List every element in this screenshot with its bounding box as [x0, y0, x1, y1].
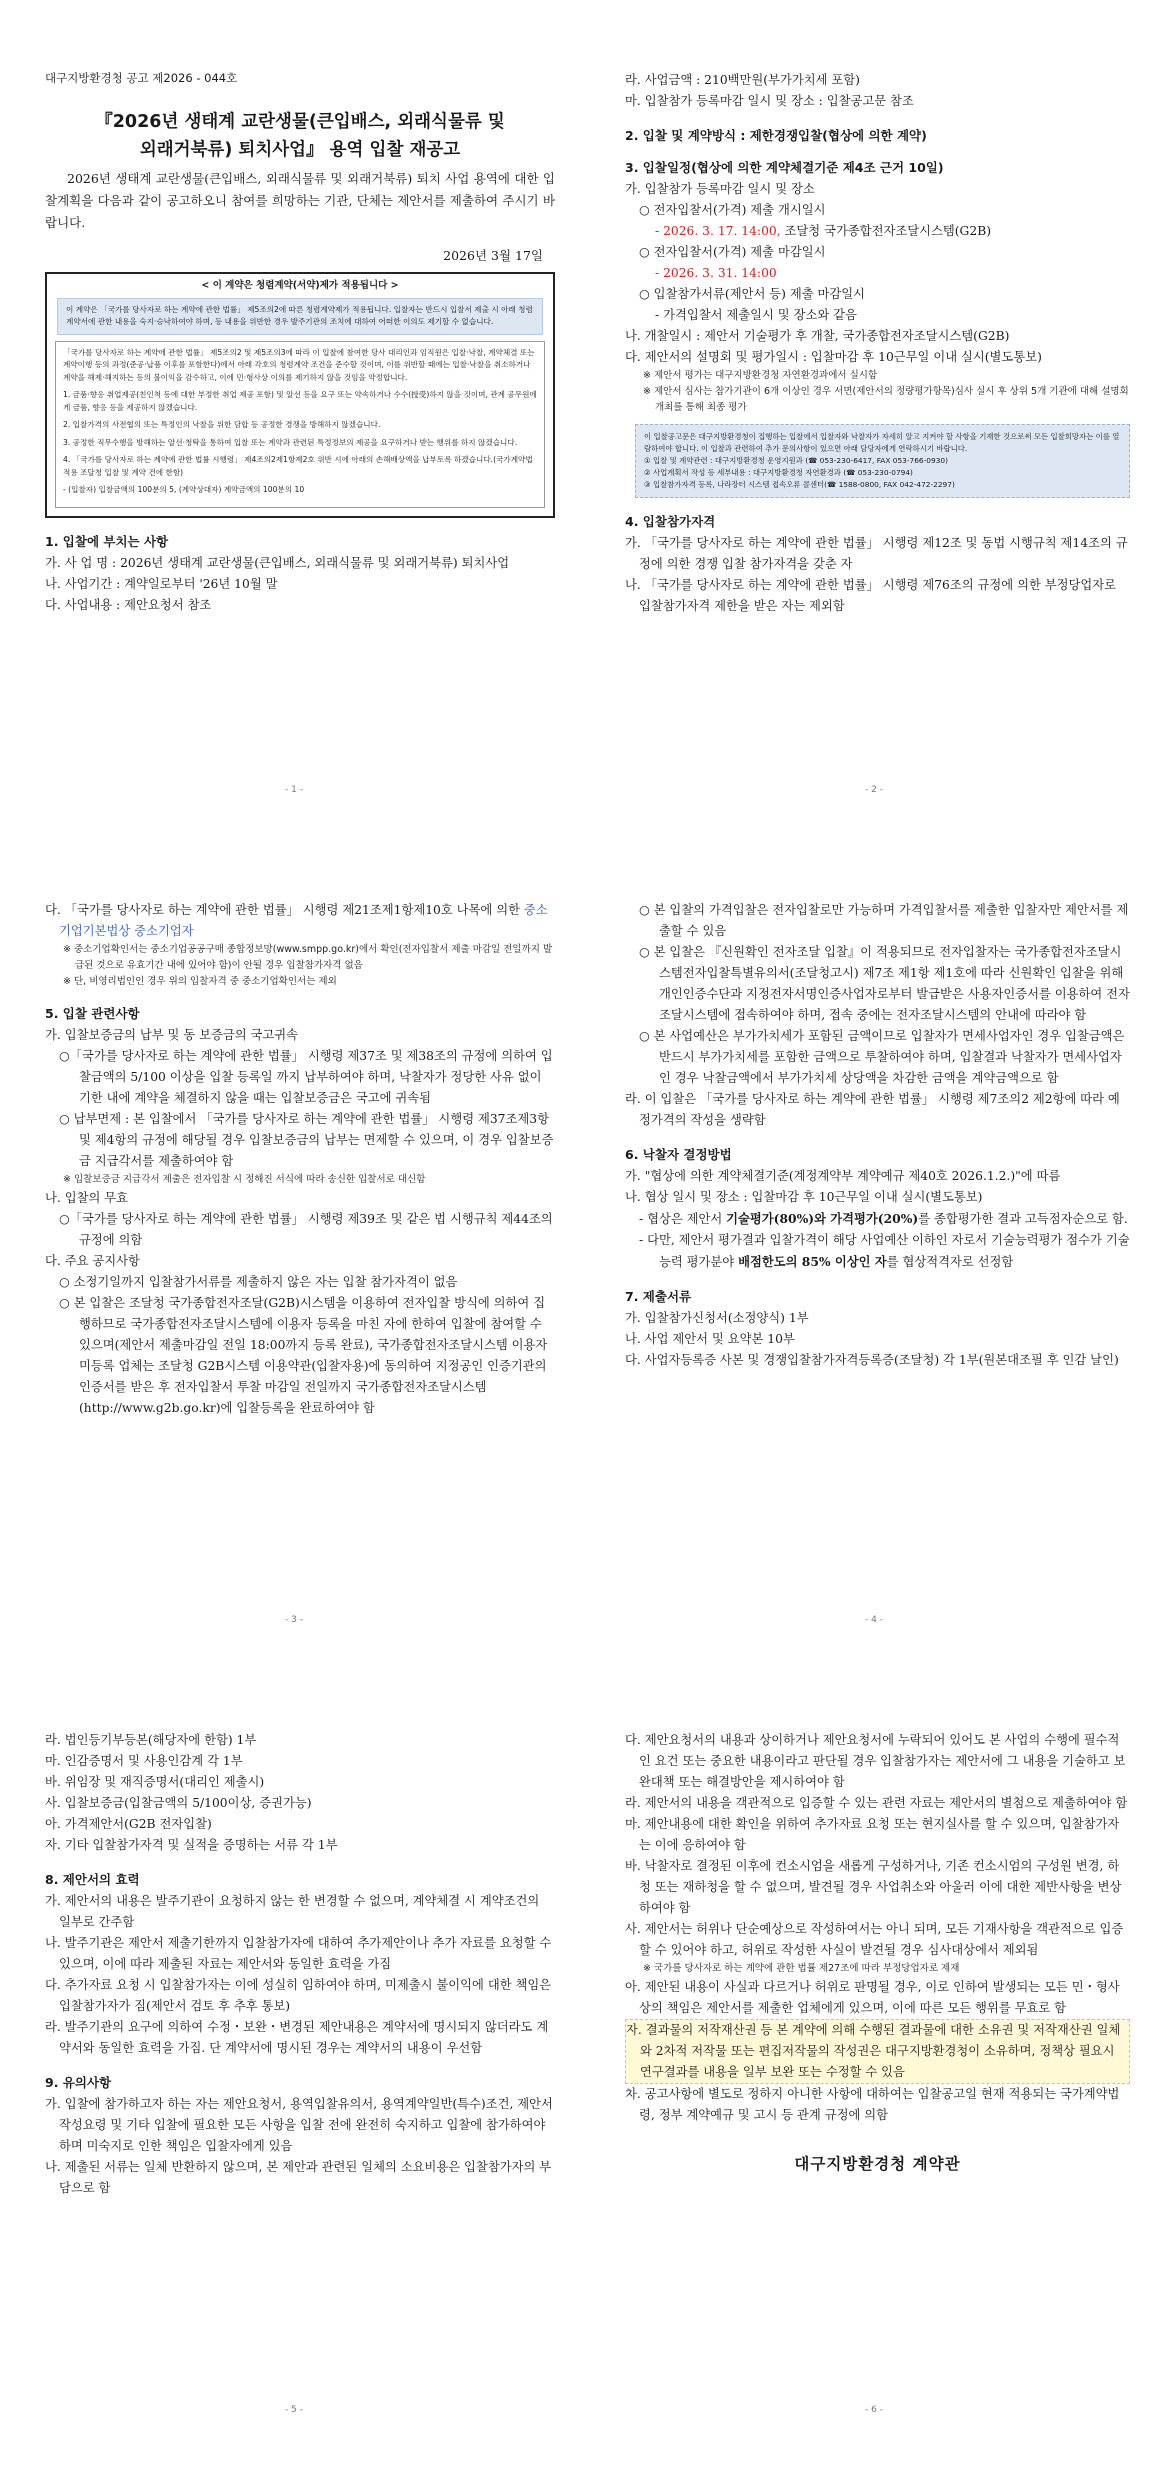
document-page-3 — [45, 900, 555, 1630]
document-page-2 — [625, 70, 1130, 800]
page-number: - 3 - — [285, 1615, 303, 1625]
page-number: - 1 - — [285, 785, 303, 795]
list-item: 라. 이 입찰은 「국가를 당사자로 하는 계약에 관한 법률」 시행령 제7조의2 제2항에 따라 예정가격의 작성을 생략함 — [625, 1092, 1120, 1127]
list-item: 다. 추가자료 요청 시 입찰참가자는 이에 성실히 임하여야 하며, 미제출시 불이익에 대한 책임은 입찰참가자가 짐(제안서 검토 후 추후 통보) — [45, 1978, 552, 2013]
list-item: 다. 제안요청서의 내용과 상이하거나 제안요청서에 누락되어 있어도 본 사업의 수행에 필수적인 요건 또는 중요한 내용이라고 판단될 경우 입찰참가자는 제안서에 그 내용을 기술하고 보완대책 또는 해결방안을 제시하여야 함 — [625, 1733, 1126, 1789]
note: ※ 국가를 당사자로 하는 계약에 관한 법률 제27조에 따라 부정당업자로 제재 — [643, 1963, 960, 1974]
bold-text: 기술평가(80%)와 가격평가(20%) — [726, 1211, 919, 1226]
list-item: 마. 제안내용에 대한 확인을 위하여 추가자료 요청 또는 현지실사를 할 수 있으며, 입찰참가자는 이에 응하여야 함 — [625, 1817, 1120, 1852]
list-item: 사. 입찰보증금(입찰금액의 5/100이상, 증권가능) — [45, 1796, 312, 1810]
integrity-clause-intro: 「국가를 당사자로 하는 계약에 관한 법률」 제5조의2 및 제5조의3에 따라 이 입찰에 참여한 당사 대리인과 임직원은 입찰·낙찰, 계약체결 또는 계약이행 등의 과정(준공·납품 이후를 포함한다)에서 아래 각호의 청렴계약 조건을 준수할 것이며, 이를 위반할 때에는 입찰·낙찰을 취소하거나 계약을 해제·해지하는 등의 불이익을 감수하고, 이에 민·형사상 이의를 제기하지 않을 것임을 약정합니다. — [63, 347, 535, 382]
list-item-text: 를 종합평가한 결과 고득점자순으로 함. — [918, 1212, 1128, 1226]
list-item: 라. 발주기관의 요구에 의하여 수정・보완・변경된 제안내용은 계약서에 명시되지 않더라도 계약서와 동일한 효력을 가짐. 단 계약서에 명시된 경우는 계약서의 내용이 우선함 — [45, 2020, 549, 2055]
document-page-1 — [45, 70, 555, 800]
integrity-box-title: < 이 계약은 청렴계약(서약)제가 적용됩니다 > — [201, 280, 399, 291]
bold-text: 배점한도의 85% 이상인 자 — [738, 1254, 887, 1269]
contact-info-3: ③ 입찰참가자격 등록, 나라장터 시스템 접속오류 콜센터(☎ 1588-0800, FAX 042-472-2297) — [644, 480, 955, 489]
list-item-text: 다. 「국가를 당사자로 하는 계약에 관한 법률」 시행령 제21조제1항제10호 나목에 의한 — [45, 903, 524, 917]
red-date-text: - 2026. 3. 17. 14:00, — [655, 224, 781, 238]
section-heading-8: 8. 제안서의 효력 — [45, 1872, 140, 1887]
page-number: - 6 - — [865, 2405, 883, 2415]
contact-info-2: ② 사업계획서 작성 등 세부내용 : 대구지방환경청 자연환경과 (☎ 053-230-0794) — [644, 468, 913, 477]
notice-number: 대구지방환경청 공고 제2026 - 044호 — [45, 71, 238, 85]
list-item: 라. 법인등기부등본(해당자에 한함) 1부 — [45, 1733, 257, 1747]
list-item: 마. 입찰참가 등록마감 일시 및 장소 : 입찰공고문 참조 — [625, 94, 914, 108]
list-item: 가. 「국가를 당사자로 하는 계약에 관한 법률」 시행령 제12조 및 동법 시행규칙 제14조의 규정에 의한 경쟁 입찰 참가자격을 갖춘 자 — [625, 536, 1128, 571]
list-item: 자. 기타 입찰참가자격 및 실적을 증명하는 서류 각 1부 — [45, 1838, 338, 1852]
red-date-text: - 2026. 3. 31. 14:00 — [655, 266, 777, 280]
document-page-4 — [625, 900, 1130, 1630]
integrity-clause-2: 2. 입찰가격의 사전협의 또는 특정인의 낙찰을 위한 담합 등 공정한 경쟁을 방해하지 않겠습니다. — [63, 420, 381, 429]
list-item: ○「국가를 당사자로 하는 계약에 관한 법률」 시행령 제37조 및 제38조의 규정에 의하여 입찰금액의 5/100 이상을 입찰 등록일 까지 납부하여야 하며, 낙찰자가 정당한 사유 없이 기한 내에 계약을 체결하지 않을 때는 입찰보증금은 국고에 귀속됨 — [59, 1049, 553, 1105]
list-item: 나. 사업 제안서 및 요약본 10부 — [625, 1332, 795, 1346]
list-item — [625, 1208, 1130, 1230]
integrity-clause-penalty: - (입찰자) 입찰금액의 100분의 5, (계약상대자) 계약금액의 100분의 10 — [63, 485, 305, 494]
list-item: ○ 본 입찰의 가격입찰은 전자입찰로만 가능하며 가격입찰서를 제출한 입찰자만 제안서를 제출할 수 있음 — [639, 903, 1129, 938]
list-item: ○ 전자입찰서(가격) 제출 개시일시 — [639, 203, 826, 217]
document-title — [45, 108, 555, 164]
list-item-text: - 다만, 제안서 평가결과 입찰가격이 해당 사업예산 이하인 자로서 기술능력평가 점수가 기술능력 평가분야 — [639, 1233, 1130, 1269]
page-number: - 4 - — [865, 1615, 883, 1625]
contact-info-intro: 이 입찰공고문은 대구지방환경청이 집행하는 입찰에서 입찰자와 낙찰자가 자세히 알고 지켜야 할 사항을 기재한 것으로써 모든 입찰희망자는 이를 열람하여야 합니다. 이 입찰과 관련하여 추가 문의사항이 있으면 아래 담당자에게 연락하시기 바랍니다. — [644, 432, 1120, 453]
blue-highlight-text: 중소기업기본법상 중소기업자 — [59, 903, 548, 938]
document-page-5 — [45, 1730, 555, 2420]
list-item: ○ 본 입찰은 『신원확인 전자조달 입찰』이 적용되므로 전자입찰자는 국가종합전자조달시스템전자입찰특별유의서(조달청고시) 제7조 제1항 제1호에 따라 신원확인 입찰을 위해 개인인증수단과 지정전자서명인증사업자로부터 발급받은 사용자인증서를 이용하여 전자조달시스템에 접속하여야 하며, 접속 중에는 전자조달시스템의 안내에 따라야 함 — [639, 945, 1130, 1022]
list-item: 바. 낙찰자로 결정된 이후에 컨소시엄을 새롭게 구성하거나, 기존 컨소시엄의 구성원 변경, 하청 또는 재하청을 할 수 없으며, 발견될 경우 사업취소와 아울러 이에 대한 제반사항을 변상하여야 함 — [625, 1859, 1122, 1915]
list-item: - 가격입찰서 제출일시 및 장소와 같음 — [655, 308, 857, 322]
list-item: 차. 공고사항에 별도로 정하지 아니한 사항에 대하여는 입찰공고일 현재 적용되는 국가계약법령, 정부 계약예규 및 고시 등 관계 규정에 의함 — [625, 2087, 1120, 2122]
page-number: - 5 - — [285, 2405, 303, 2415]
list-item: 나. 협상 일시 및 장소 : 입찰마감 후 10근무일 이내 실시(별도통보) — [625, 1190, 983, 1204]
section-heading-1: 1. 입찰에 부치는 사항 — [45, 533, 169, 549]
note: ※ 중소기업확인서는 중소기업공공구매 종합정보망(www.smpp.go.kr)에서 확인(전자입찰서 제출 마감일 전일까지 발급된 것으로 유효기간 내에 있어야 함)이 안될 경우 입찰참가자격 없음 — [63, 944, 553, 971]
integrity-box-summary: 이 계약은 「국가를 당사자로 하는 계약에 관한 법률」 제5조의2에 따른 청렴계약제가 적용됩니다. 입찰자는 반드시 입찰서 제출 시 아래 청렴계약서에 관한 내용을 숙지·승낙하여야 하며, 등 내용을 위반한 경우 발주기관의 조치에 대하여 어떠한 이의도 제기할 수 없습니다. — [57, 298, 543, 335]
list-item: 나. 개찰일시 : 제안서 기술평가 후 개찰, 국가종합전자조달시스템(G2B) — [625, 329, 1010, 343]
copyright-highlight-item: 자. 결과물의 저작재산권 등 본 계약에 의해 수행된 결과물에 대한 소유권 및 저작재산권 일체와 2차적 저작물 또는 편집저작물의 작성권은 대구지방환경청이 소유하며, 정책상 필요시 연구결과를 내용을 일부 보완 또는 수정할 수 있음 — [625, 2019, 1130, 2084]
list-item-text: 조달청 국가종합전자조달시스템(G2B) — [780, 224, 992, 238]
contact-info-box — [635, 424, 1130, 498]
list-item: ○ 전자입찰서(가격) 제출 마감일시 — [639, 245, 826, 259]
integrity-clause-4: 4. 「국가를 당사자로 하는 계약에 관한 법률 시행령」 제4조의2제1항제2호 위반 시에 아래의 손해배상액을 납부토록 하겠습니다.(국가계약법 적용 조달청 입찰 및 계약 건에 한함) — [63, 455, 533, 477]
list-item: 가. 입찰참가 등록마감 일시 및 장소 — [625, 182, 815, 196]
list-item: 아. 가격제안서(G2B 전자입찰) — [45, 1817, 212, 1831]
note: ※ 제안서 평가는 대구지방환경청 자연환경과에서 실시함 — [643, 370, 878, 381]
list-item-text: 를 협상적격자로 선정함 — [886, 1255, 1014, 1269]
list-item: ○ 본 사업예산은 부가가치세가 포함된 금액이므로 입찰자가 면세사업자인 경우 입찰금액은 반드시 부가가치세를 포함한 금액으로 투찰하여야 하며, 입찰결과 낙찰자가 면세사업자인 경우 낙찰금액에서 부가가치세 상당액을 차감한 금액을 계약금액으로 함 — [639, 1029, 1125, 1085]
issuing-authority: 대구지방환경청 계약관 — [794, 2155, 961, 2173]
section-heading-6: 6. 낙찰자 결정방법 — [625, 1147, 732, 1162]
contact-info-1: ① 입찰 및 계약관련 : 대구지방환경청 운영지원과 (☎ 053-230-6417, FAX 053-766-0930) — [644, 456, 948, 465]
list-item: 나. 입찰의 무효 — [45, 1191, 128, 1205]
section-heading-2: 2. 입찰 및 계약방식 : 제한경쟁입찰(협상에 의한 계약) — [625, 128, 927, 143]
integrity-box-body — [55, 341, 545, 508]
list-item — [625, 221, 1130, 242]
section-heading-4: 4. 입찰참가자격 — [625, 514, 716, 529]
list-item: 나. 「국가를 당사자로 하는 계약에 관한 법률」 시행령 제76조의 규정에 의한 부정당업자로 입찰참가자격 제한을 받은 자는 제외함 — [625, 578, 1117, 613]
list-item: 가. 입찰참가신청서(소정양식) 1부 — [625, 1311, 809, 1325]
section-heading-7: 7. 제출서류 — [625, 1289, 692, 1304]
note: ※ 입찰보증금 지급각서 제출은 전자입찰 시 정해진 서식에 따라 송신한 입찰서로 대신함 — [63, 1174, 426, 1185]
integrity-contract-box — [45, 272, 555, 518]
list-item: 다. 사업내용 : 제안요청서 참조 — [45, 597, 212, 612]
list-item: 다. 사업자등록증 사본 및 경쟁입찰참가자격등록증(조달청) 각 1부(원본대조필 후 인감 날인) — [625, 1353, 1119, 1367]
list-item: 마. 인감증명서 및 사용인감계 각 1부 — [45, 1754, 243, 1768]
section-heading-9: 9. 유의사항 — [45, 2075, 112, 2090]
list-item — [625, 1230, 1130, 1273]
list-item: 라. 사업금액 : 210백만원(부가가치세 포함) — [625, 73, 860, 87]
title-line-1: 『2026년 생태계 교란생물(큰입배스, 외래식물류 및 — [95, 112, 505, 132]
list-item: 사. 제안서는 허위나 단순예상으로 작성하여서는 아니 되며, 모든 기재사항을 객관적으로 입증할 수 있어야 하고, 허위로 작성한 사실이 발견될 경우 심사대상에서 제외됨 — [625, 1922, 1124, 1957]
list-item: 가. 입찰보증금의 납부 및 동 보증금의 국고귀속 — [45, 1028, 299, 1042]
list-item — [45, 900, 555, 942]
title-line-2: 외래거북류) 퇴치사업』 용역 입찰 재공고 — [139, 140, 461, 160]
list-item: ○「국가를 당사자로 하는 계약에 관한 법률」 시행령 제39조 및 같은 법 시행규칙 제44조의 규정에 의함 — [59, 1212, 553, 1247]
integrity-clause-1: 1. 금품·향응 취업제공(친인척 등에 대한 부정한 취업 제공 포함) 및 알선 등을 요구 또는 약속하거나 수수(授受)하지 않을 것이며, 관계 공무원에게 금품, 향응 등을 제공하지 않겠습니다. — [63, 390, 537, 412]
list-item: 바. 위임장 및 재직증명서(대리인 제출시) — [45, 1775, 265, 1789]
list-item: 가. "협상에 의한 계약체결기준(계정계약부 계약예규 제40호 2026.1.2.)"에 따름 — [625, 1169, 1061, 1183]
page-number: - 2 - — [865, 785, 883, 795]
list-item: 라. 제안서의 내용을 객관적으로 입증할 수 있는 관련 자료는 제안서의 별첨으로 제출하여야 함 — [625, 1796, 1128, 1810]
list-item: 나. 사업기간 : 계약일로부터 '26년 10월 말 — [45, 576, 278, 591]
notice-date: 2026년 3월 17일 — [443, 248, 543, 263]
list-item: 다. 주요 공지사항 — [45, 1254, 140, 1268]
list-item: ○ 본 입찰은 조달청 국가종합전자조달(G2B)시스템을 이용하여 전자입찰 방식에 의하여 집행하므로 국가종합전자조달시스템에 이용자 등록을 마친 자에 한하여 입찰에 참여할 수 있으며(제안서 제출마감일 전일 18:00까지 등록 완료), 국가종합전자조달시스템 이용자 미등록 업체는 조달청 G2B시스템 이용약관(입찰자용)에 동의하여 지정공인 인증기관의 인증서를 받은 후 전자입찰서 투찰 마감일 전일까지 국가종합전자조달시스템(http://www.g2b.go.kr)에 입찰등록을 완료하여야 함 — [59, 1296, 548, 1415]
document-page-6 — [625, 1730, 1130, 2420]
section-heading-5: 5. 입찰 관련사항 — [45, 1006, 140, 1021]
list-item: ○ 납부면제 : 본 입찰에서 「국가를 당사자로 하는 계약에 관한 법률」 시행령 제37조제3항 및 제4항의 규정에 해당될 경우 입찰보증금의 납부는 면제할 수 있으며, 이 경우 입찰보증금 지급각서를 제출하여야 함 — [59, 1112, 554, 1168]
list-item: ○ 입찰참가서류(제안서 등) 제출 마감일시 — [639, 287, 866, 301]
list-item: 가. 입찰에 참가하고자 하는 자는 제안요청서, 용역입찰유의서, 용역계약일반(특수)조건, 제안서 작성요령 및 기타 입찰에 필요한 모든 사항을 입찰 전에 완전히 숙지하고 입찰에 참가하여야 하며 미숙지로 인한 책임은 입찰자에게 있음 — [45, 2097, 553, 2153]
integrity-clause-3: 3. 공정한 직무수행을 방해하는 알선·청탁을 통하여 입찰 또는 계약과 관련된 특정정보의 제공을 요구하거나 받는 행위를 하지 않겠습니다. — [63, 437, 518, 447]
list-item-text: - 협상은 제안서 — [639, 1212, 727, 1226]
list-item: 나. 제출된 서류는 일체 반환하지 않으며, 본 제안과 관련된 일체의 소요비용은 입찰참가자의 부담으로 함 — [45, 2160, 552, 2195]
list-item: 가. 제안서의 내용은 발주기관이 요청하지 않는 한 변경할 수 없으며, 계약체결 시 계약조건의 일부로 간주함 — [45, 1894, 540, 1929]
intro-paragraph: 2026년 생태계 교란생물(큰입배스, 외래식물류 및 외래거북류) 퇴치 사업 용역에 대한 입찰계획을 다음과 같이 공고하오니 참여를 희망하는 기관, 단체는 제안서를 제출하여 주시기 바랍니다. — [45, 171, 555, 230]
list-item: ○ 소정기일까지 입찰참가서류를 제출하지 않은 자는 입찰 참가자격이 없음 — [59, 1275, 458, 1289]
note: ※ 제안서 심사는 참가기관이 6개 이상인 경우 서면(제안서의 정량평가항목)심사 실시 후 상위 5개 기관에 대해 설명회 개최를 통해 최종 평가 — [643, 386, 1129, 413]
list-item: 아. 제안된 내용이 사실과 다르거나 허위로 판명될 경우, 이로 인하여 발생되는 모든 민・형사상의 책임은 제안서를 제출한 업체에게 있으며, 이에 따른 모든 행위를 무효로 함 — [625, 1980, 1120, 2015]
list-item: 나. 발주기관은 제안서 제출기한까지 입찰참가자에 대하여 추가제안이나 추가 자료를 요청할 수 있으며, 이에 따라 제출된 자료는 제안서와 동일한 효력을 가짐 — [45, 1936, 552, 1971]
list-item: 가. 사 업 명 : 2026년 생태계 교란생물(큰입배스, 외래식물류 및 외래거북류) 퇴치사업 — [45, 555, 510, 570]
note: ※ 단, 비영리법인인 경우 위의 입찰자격 중 중소기업확인서는 제외 — [63, 976, 337, 987]
list-item: 다. 제안서의 설명회 및 평가일시 : 입찰마감 후 10근무일 이내 실시(별도통보) — [625, 350, 1042, 364]
section-heading-3: 3. 입찰일정(협상에 의한 계약체결기준 제4조 근거 10일) — [625, 160, 944, 175]
